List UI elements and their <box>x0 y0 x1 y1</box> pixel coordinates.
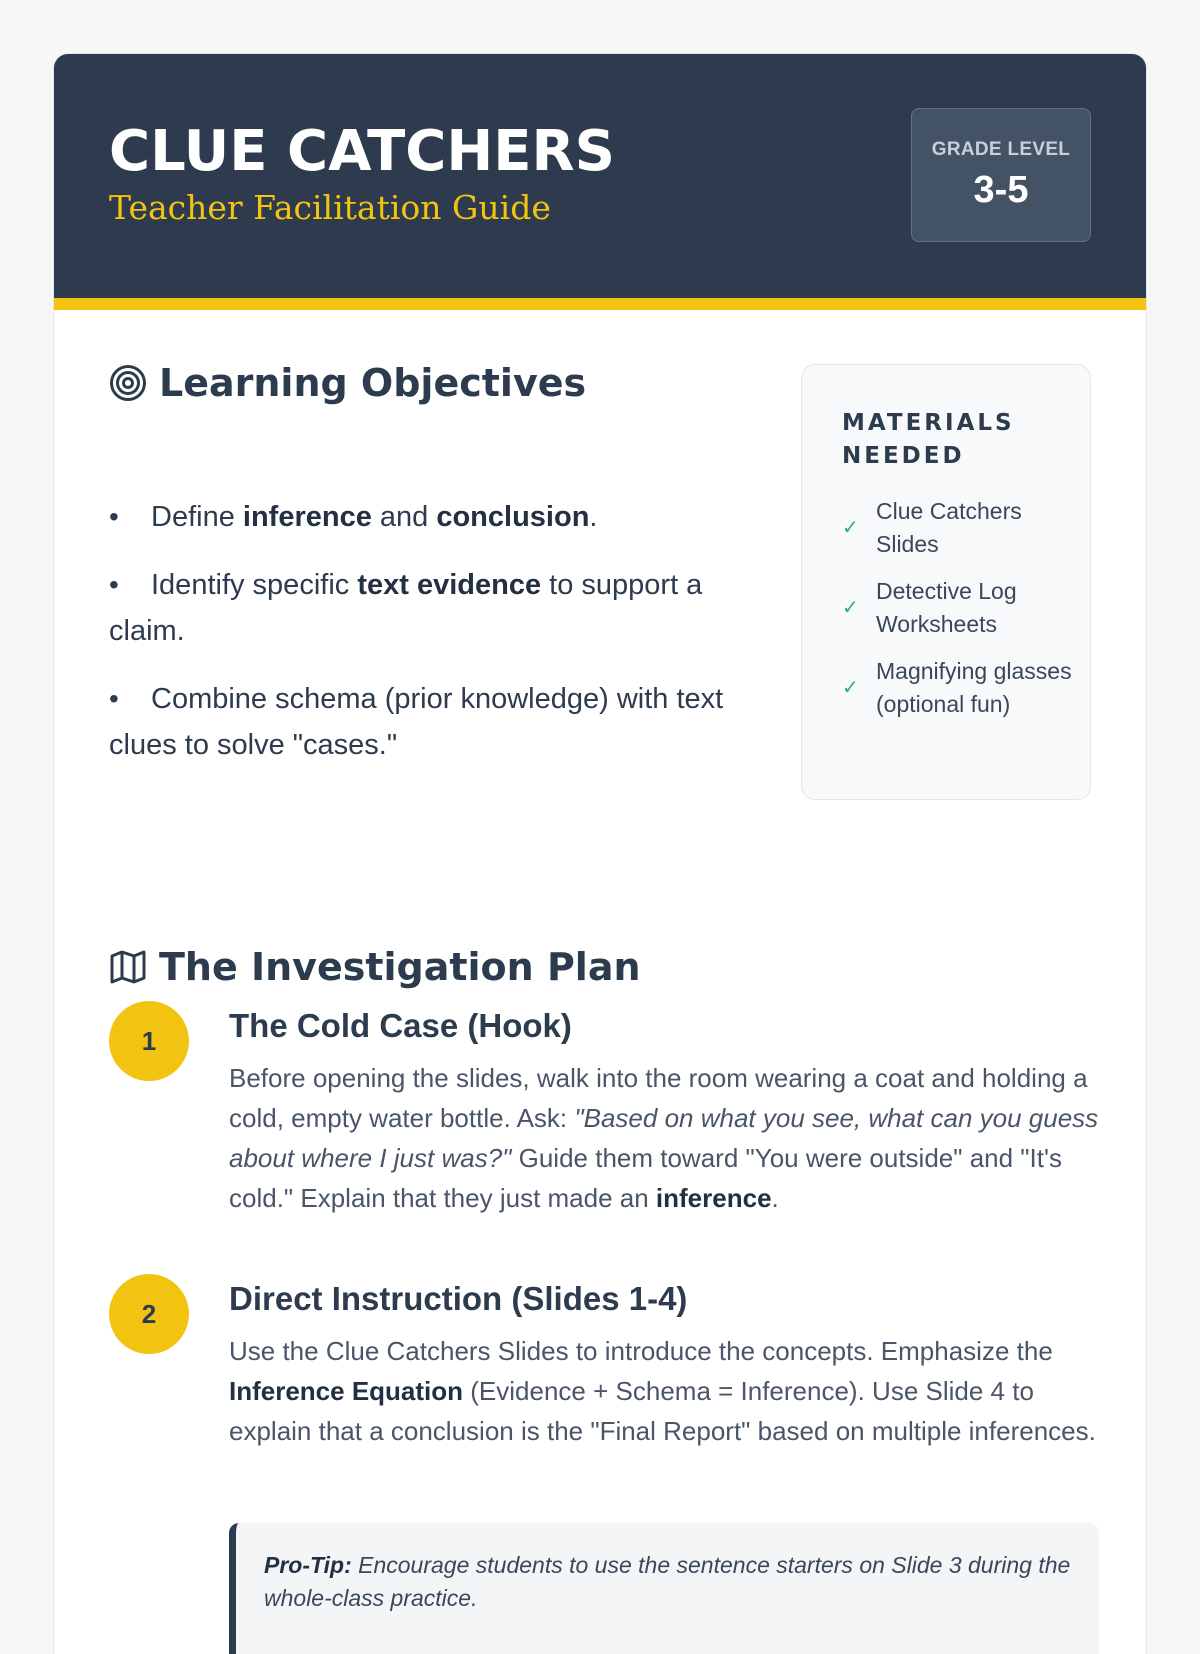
step-quote: "Based on what you see, what can you guess about where I just was?" <box>229 1103 1099 1173</box>
pro-tip-callout <box>229 1523 1099 1654</box>
step-number: 2 <box>109 1274 189 1354</box>
list-item <box>109 494 729 540</box>
step-number: 1 <box>109 1001 189 1081</box>
step-text-part: Guide them toward "You were outside" and "It's cold." Explain that they just made an <box>229 1143 1062 1213</box>
step-text-part: (Evidence + Schema = Inference). Use Slide 4 to explain that a conclusion is the "Final Report" based on multiple inferences. <box>229 1376 1096 1446</box>
list-item <box>842 655 1072 721</box>
step-title: Direct Instruction (Slides 1-4) <box>229 1280 688 1317</box>
objective-text: . <box>589 501 598 533</box>
guide-card <box>54 54 1146 1654</box>
objectives-title: Learning Objectives <box>159 361 587 405</box>
plan-heading <box>109 944 641 990</box>
material-label: Magnifying glasses (optional fun) <box>876 658 1072 717</box>
objectives-list <box>109 494 729 790</box>
list-item <box>842 575 1072 641</box>
objective-term: conclusion <box>436 501 590 533</box>
step-text-part: Use the Clue Catchers Slides to introduce the concepts. Emphasize the <box>229 1336 1053 1366</box>
check-icon: ✓ <box>842 676 859 699</box>
pro-tip-label: Pro-Tip: <box>264 1552 352 1578</box>
materials-panel <box>801 364 1091 800</box>
list-item <box>109 562 729 654</box>
objective-text: to support a claim. <box>109 569 703 647</box>
page-title: CLUE CATCHERS <box>109 119 615 184</box>
objective-text: Combine schema (prior knowledge) with text clues to solve "cases." <box>109 683 724 761</box>
grade-level-label: GRADE LEVEL <box>931 139 1071 160</box>
step-term: inference <box>655 1183 772 1213</box>
step-description <box>229 1058 1099 1218</box>
list-item <box>109 676 729 768</box>
step-term: Inference Equation <box>229 1376 464 1406</box>
check-icon: ✓ <box>842 516 859 539</box>
map-icon <box>109 948 147 986</box>
objective-term: inference <box>242 501 372 533</box>
step-text-part: Before opening the slides, walk into the room wearing a coat and holding a cold, empty water bottle. Ask: <box>229 1063 1088 1133</box>
materials-list <box>842 495 1072 735</box>
material-label: Clue Catchers Slides <box>876 498 1022 557</box>
grade-level-badge <box>911 108 1091 242</box>
step-text-part: . <box>771 1183 779 1213</box>
step-description <box>229 1331 1099 1451</box>
page-subtitle: Teacher Facilitation Guide <box>109 188 551 227</box>
list-item <box>842 495 1072 561</box>
objective-text: Define <box>151 501 243 533</box>
material-label: Detective Log Worksheets <box>876 578 1017 637</box>
guide-header <box>54 54 1146 310</box>
objective-text: and <box>371 501 437 533</box>
objectives-heading <box>109 360 586 406</box>
grade-level-value: 3-5 <box>973 169 1029 211</box>
pro-tip-text: Encourage students to use the sentence starters on Slide 3 during the whole-class practice. <box>264 1552 1071 1611</box>
materials-title: MATERIALS NEEDED <box>842 410 1015 469</box>
check-icon: ✓ <box>842 596 859 619</box>
target-icon <box>109 364 147 402</box>
objective-term: text evidence <box>357 569 542 601</box>
objective-text: Identify specific <box>151 569 358 601</box>
step-title: The Cold Case (Hook) <box>229 1007 572 1044</box>
plan-title: The Investigation Plan <box>159 945 641 989</box>
